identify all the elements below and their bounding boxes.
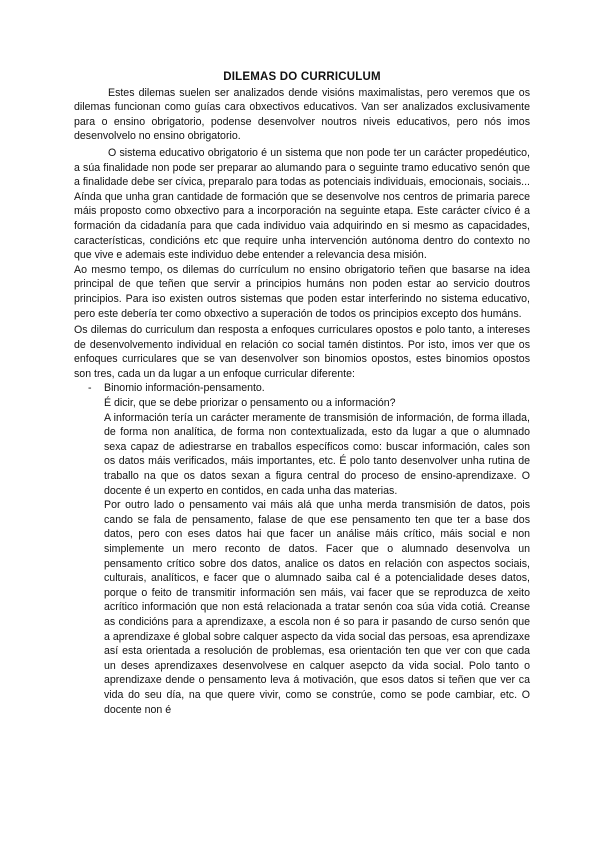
document-page	[74, 70, 530, 717]
document-title: DILEMAS DO CURRICULUM	[223, 71, 381, 83]
list-bullet: -	[88, 382, 92, 395]
paragraph-intro: Estes dilemas suelen ser analizados dende visións maximalistas, pero veremos que os dilemas funcionan como guías cara obxectivos educativos. Van ser analizados exclusivamente para o ensino obrigatorio, podense desenvolver noutros niveis educativos, pero nós imos desenvolvelo no ensino obrigatorio.	[74, 86, 530, 143]
list-item-thought-paragraph: Por outro lado o pensamento vai máis alá que unha merda transmisión de datos, pois cando se fala de pensamento, falase de que ese pensamento ten que ter a base dos datos, pero con eses datos hai que facer un análise máis crítico, máis social e non simplemente un mero reconto de datos. Facer que o alumnado desenvolva un pensamento crítico sobre dos datos, analice os datos en relación con aspectos sociais, culturais, analíticos, e facer que o alumnado saiba cal é a potencialidade deses datos, porque o feito de transmitir información sen máis, vai facer que se reproduzca de xeito acrítico información que non está relacionada a tratar senón coa súa vida cotiá. Creanse as condicións para a aprendizaxe, a escola non é so para ir pasando de curso senón que a aprendizaxe é global sobre calquer aspecto da vida social das persoas, esa aprendizaxe así esta orientada a resolución de problemas, esa orientación ten que ver con que cada un deses aprendizaxes desenvolvese en calquer asepcto da vida social. Polo tanto o aprendizaxe dende o pensamento leva á motivación, que esos datos si teñen que ver ca vida do seu día, na que quere vivir, como se constrúe, como se pode cambiar, etc. O docente non é	[104, 499, 530, 716]
list-item-question: É dicir, que se debe priorizar o pensamento ou a información?	[104, 397, 396, 410]
paragraph-compulsory-system: O sistema educativo obrigatorio é un sistema que non pode ter un carácter propedéutico, a súa finalidade non pode ser preparar ao alumando para o seguinte tramo educativo senón que a finalidade debe ser cívica, preparalo para todas as potenciais individuais, emocionais, sociais... Aínda que unha gran cantidade de formación que se desenvolve nos centros de primaria parece máis proposto como obxectivo para a incorporación na seguinte etapa. Este carácter cívico é a formación da cidadanía para que cada individuo vaia adquirindo en si mesmo as capacidades, características, condicións etc que require unha intervención autónoma dentro do contexto no que vive e ademais este individuo debe entender a relevancia desa misión.	[74, 146, 530, 262]
paragraph-human-principles: Ao mesmo tempo, os dilemas do currículum no ensino obrigatorio teñen que basarse na idea principal de que teñen que servir a principios humáns non poden estar ao servicio doutros principios. Para iso existen outros sistemas que poden estar interferindo no sistema educativo, pero este debería ter como obxectivo a superación de todos os principios excepto dos humáns.	[74, 263, 530, 320]
list-item-title: Binomio información-pensamento.	[104, 382, 265, 395]
binomial-list	[74, 381, 530, 717]
paragraph-binomials: Os dilemas do curriculum dan resposta a enfoques curriculares opostos e polo tanto, a intereses de desenvolvemento individual en relación co social tamén distintos. Por isto, imos ver que os enfoques curriculares que se van desenvolver son binomios opostos, estes binomios opostos son tres, cada un da lugar a un enfoque curricular diferente:	[74, 324, 530, 380]
list-item-information-paragraph: A información tería un carácter meramente de transmisión de información, de forma illada, de forma non analítica, de forma non contextualizada, esto da lugar a que o alumnado sexa capaz de adiestrarse en traballos específicos como: buscar información, cales son os datos máis verificados, máis importantes, etc. É polo tanto desenvolver unha rutina de traballo na que os datos sexan a figura central do proceso de ensino-aprendizaxe. O docente é un experto en contidos, en cada unha das materias.	[104, 411, 530, 497]
list-item	[74, 381, 530, 717]
